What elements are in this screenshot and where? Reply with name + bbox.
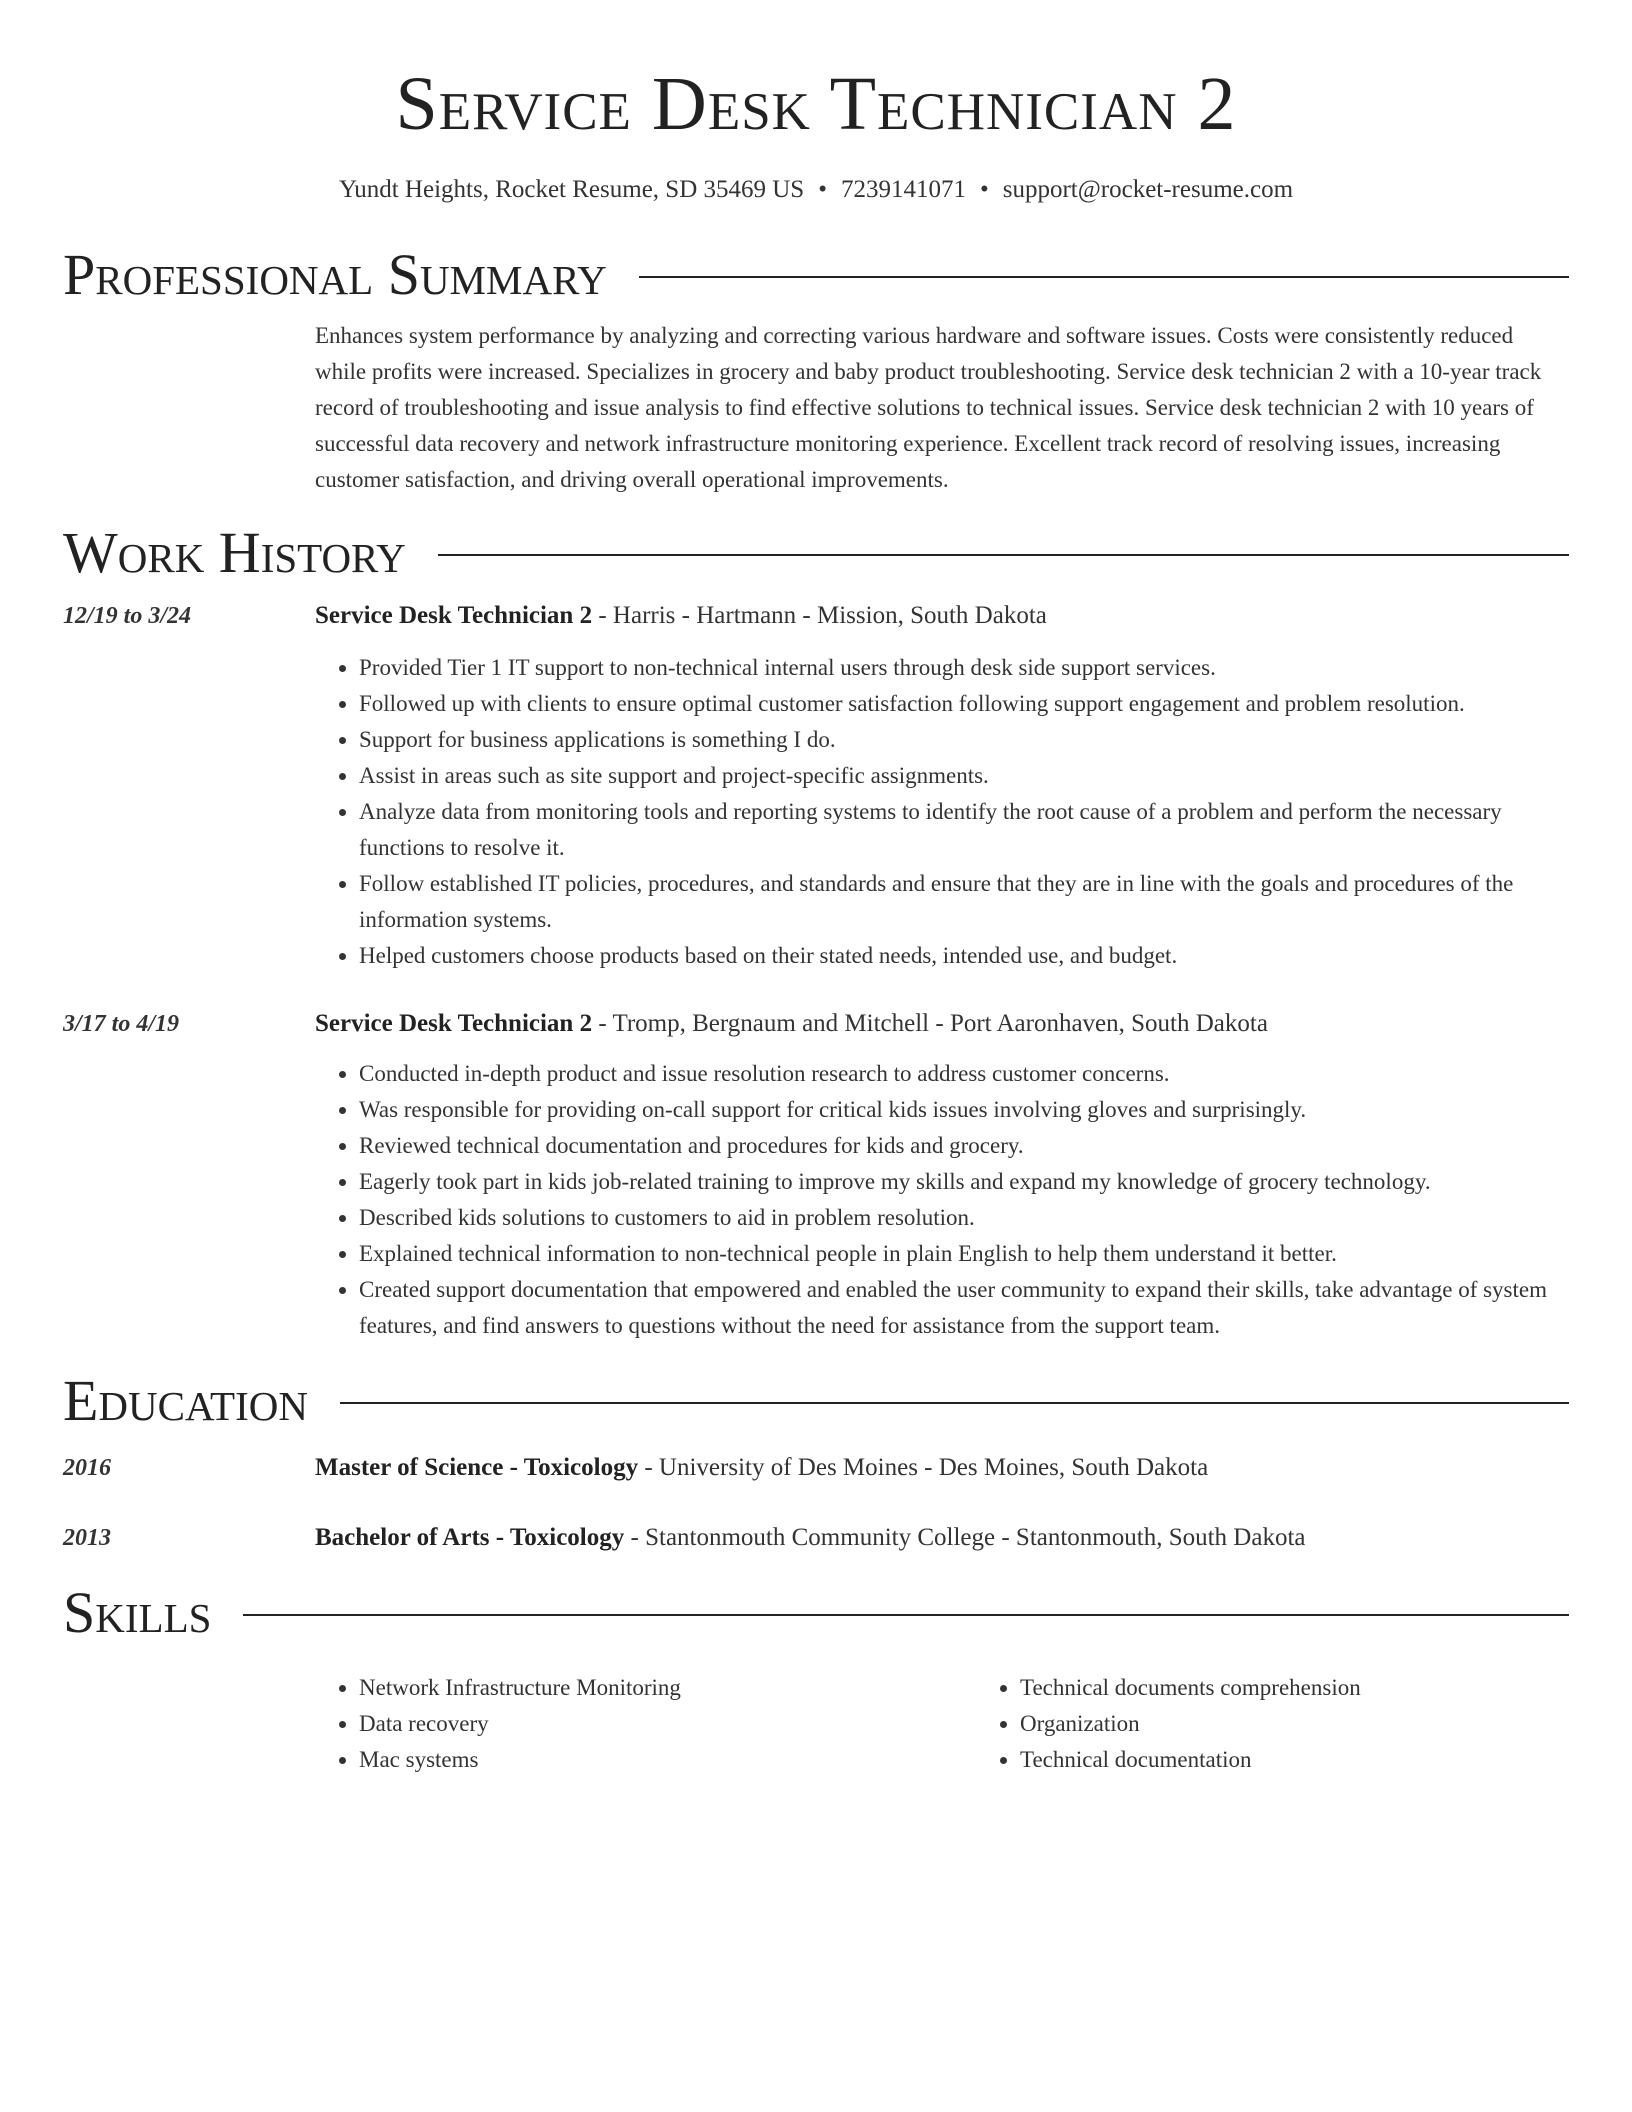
education-year: 2016 (63, 1455, 111, 1481)
job-title: Service Desk Technician 2 (315, 602, 593, 629)
skill-item: • Network Infrastructure Monitoring (359, 1670, 976, 1706)
list-item: • Conducted in-depth product and issue resolution research to address customer concerns. (359, 1056, 1569, 1092)
skill-item: • Mac systems (359, 1742, 976, 1778)
education-section-header (63, 1368, 1569, 1434)
job-title-line (315, 600, 1569, 632)
skill-item: • Data recovery (359, 1706, 976, 1742)
skill-item: • Organization (1020, 1706, 1632, 1742)
skills-column-left (315, 1670, 976, 1778)
list-item: • Follow established IT policies, procedures, and standards and ensure that they are in line with the goals and procedures of the information systems. (359, 866, 1569, 938)
list-item: • Helped customers choose products based on their stated needs, intended use, and budget. (359, 938, 1569, 974)
list-item: • Created support documentation that empowered and enabled the user community to expand their skills, take advantage of system features, and find answers to questions without the need for assistance from the support team. (359, 1272, 1569, 1344)
education-line (315, 1522, 1569, 1554)
section-rule (243, 1614, 1569, 1616)
education-entry (63, 1452, 1569, 1484)
job-title: Service Desk Technician 2 (315, 1010, 593, 1037)
job-dates: 3/17 to 4/19 (63, 1011, 180, 1037)
job-entry (63, 1008, 1569, 1344)
job-title-line (315, 1008, 1569, 1040)
list-item: • Eagerly took part in kids job-related training to improve my skills and expand my knowledge of grocery technology. (359, 1164, 1569, 1200)
skills-list (315, 1670, 1569, 1778)
list-item: • Support for business applications is something I do. (359, 722, 1569, 758)
summary-heading: Professional Summary (63, 242, 607, 307)
section-rule (639, 276, 1569, 278)
skill-item: • Technical documents comprehension (1020, 1670, 1632, 1706)
job-details: - Tromp, Bergnaum and Mitchell - Port Aaronhaven, South Dakota (592, 1010, 1268, 1037)
skills-section-header (63, 1580, 1569, 1646)
job-details: - Harris - Hartmann - Mission, South Dakota (592, 602, 1047, 629)
section-rule (438, 554, 1569, 556)
address: Yundt Heights, Rocket Resume, SD 35469 US (338, 176, 805, 203)
phone: 7239141071 (840, 176, 966, 203)
education-heading: Education (63, 1368, 308, 1433)
list-item: • Followed up with clients to ensure optimal customer satisfaction following support engagement and problem resolution. (359, 686, 1569, 722)
list-item: • Described kids solutions to customers to aid in problem resolution. (359, 1200, 1569, 1236)
education-entry (63, 1522, 1569, 1554)
list-item: • Analyze data from monitoring tools and reporting systems to identify the root cause of a problem and perform the necessary functions to resolve it. (359, 794, 1569, 866)
list-item: • Explained technical information to non-technical people in plain English to help them understand it better. (359, 1236, 1569, 1272)
list-item: • Provided Tier 1 IT support to non-technical internal users through desk side support services. (359, 650, 1569, 686)
candidate-name: Service Desk Technician 2 (395, 62, 1237, 146)
skills-heading: Skills (63, 1580, 212, 1645)
separator-dot: • (818, 176, 827, 203)
degree: Bachelor of Arts - Toxicology (315, 1524, 625, 1551)
job-bullets (315, 650, 1569, 974)
work-heading: Work History (63, 520, 406, 585)
separator-dot: • (979, 176, 989, 203)
education-details: - University of Des Moines - Des Moines, South Dakota (638, 1454, 1209, 1481)
summary-section-header (63, 242, 1569, 308)
degree: Master of Science - Toxicology (315, 1454, 639, 1481)
education-year: 2013 (63, 1525, 111, 1551)
job-entry (63, 600, 1569, 974)
job-dates: 12/19 to 3/24 (63, 603, 192, 629)
section-rule (340, 1402, 1569, 1404)
job-header (63, 1008, 1569, 1040)
email: support@rocket-resume.com (1002, 176, 1294, 203)
job-bullets (315, 1056, 1569, 1344)
work-section-header (63, 520, 1569, 586)
job-header (63, 600, 1569, 632)
contact-line (63, 174, 1569, 206)
list-item: • Reviewed technical documentation and procedures for kids and grocery. (359, 1128, 1569, 1164)
skills-column-right (976, 1670, 1632, 1778)
summary-body (315, 318, 1569, 498)
education-details: - Stantonmouth Community College - Stantonmouth, South Dakota (624, 1524, 1306, 1551)
skill-item: • Technical documentation (1020, 1742, 1632, 1778)
summary-text: Enhances system performance by analyzing and correcting various hardware and software issues. Costs were consistently reduced while profits were increased. Specializes in grocery and baby product troubleshooting. Service desk technician 2 with a 10-year track record of troubleshooting and issue analysis to find effective solutions to technical issues. Service desk technician 2 with 10 years of successful data recovery and network infrastructure monitoring experience. Excellent track record of resolving issues, increasing customer satisfaction, and driving overall operational improvements. (315, 323, 1542, 492)
education-line (315, 1452, 1569, 1484)
list-item: • Was responsible for providing on-call support for critical kids issues involving gloves and surprisingly. (359, 1092, 1569, 1128)
list-item: • Assist in areas such as site support and project-specific assignments. (359, 758, 1569, 794)
